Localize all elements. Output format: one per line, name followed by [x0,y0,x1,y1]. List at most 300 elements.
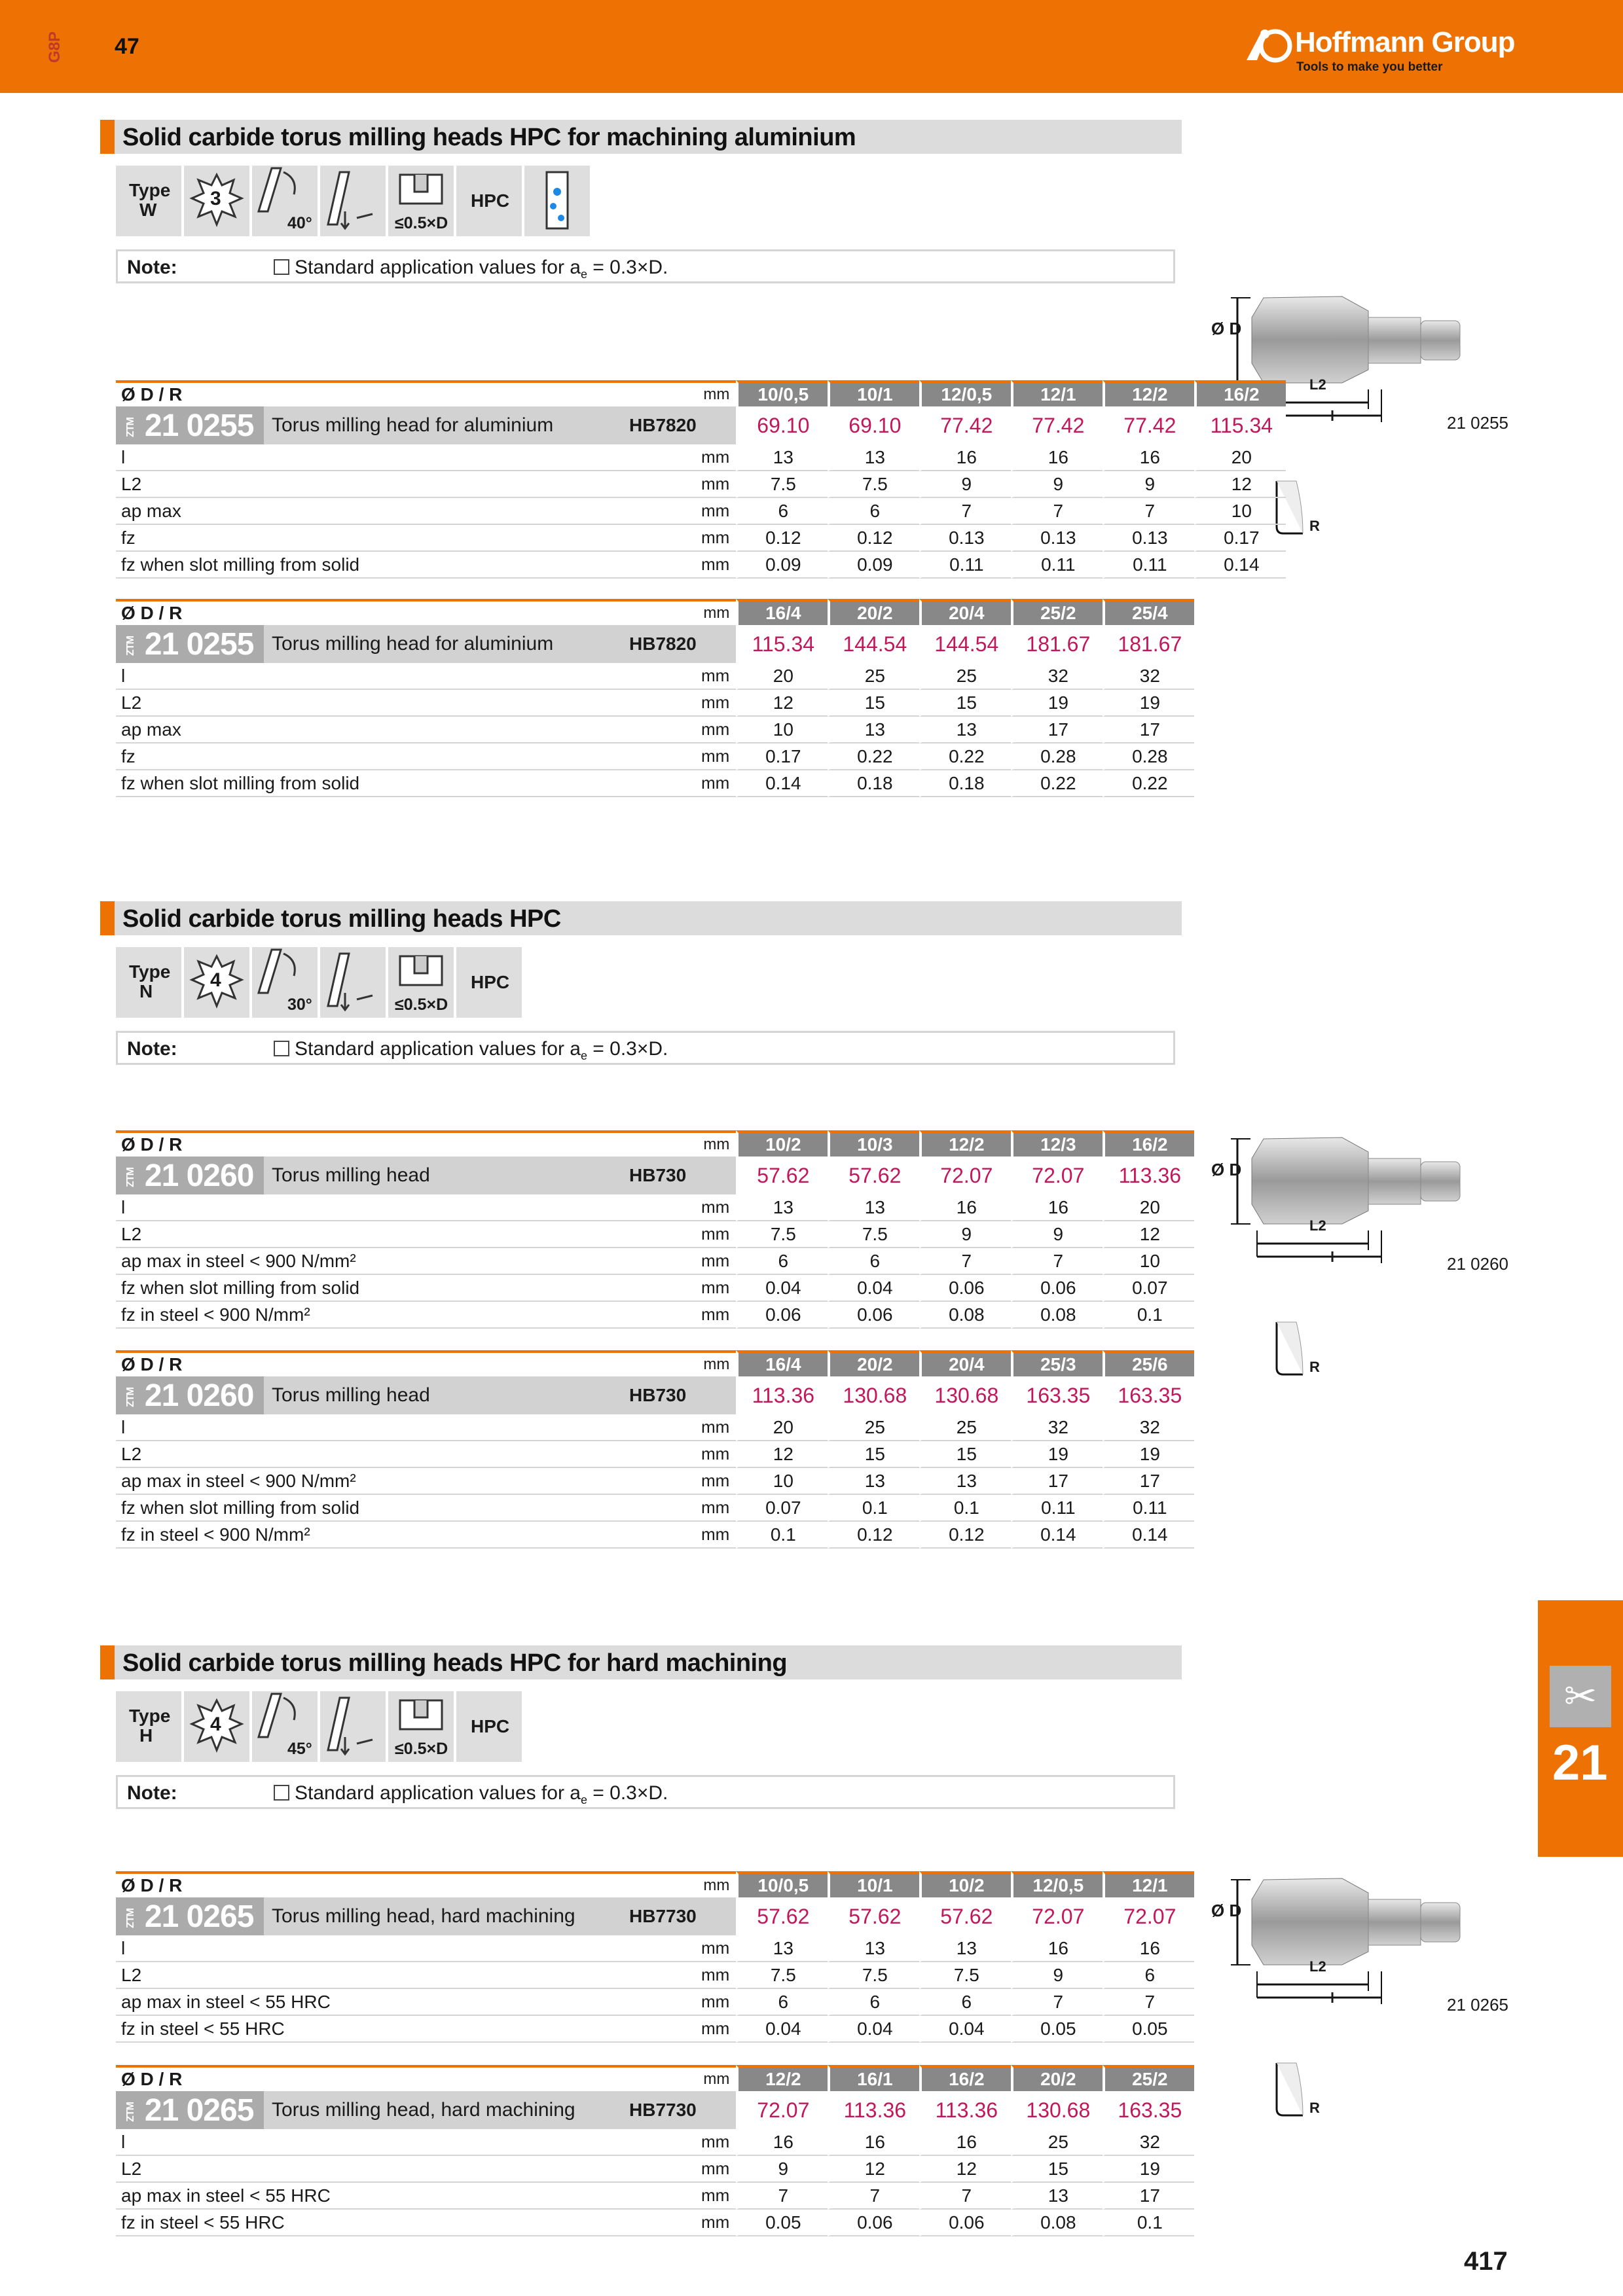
note-text: Standard application values for $a_e = 0.3\times D$. [295,257,668,281]
spec-table [116,380,1286,579]
note-label: Note: [127,1782,177,1804]
value-cell: 7.5 [828,471,919,498]
row-label: fz in steel < 55 HRC [116,2016,701,2043]
milling-insert-icon: ✂ [1550,1666,1611,1727]
row-unit: mm [701,2210,736,2236]
l-label: l [1330,1990,1335,2006]
hpc-label: HPC [471,190,510,211]
value-cell: 19 [1103,1441,1194,1468]
unit: mm [701,1130,736,1157]
size-cell: 10/0,5 [736,1871,828,1897]
value-cell: 6 [1103,1962,1194,1989]
type-label: Type [129,180,171,200]
spec-row [116,1989,1194,2016]
value-cell: 7.5 [828,1221,919,1248]
row-label: ap max in steel < 900 N/mm² [116,1468,701,1495]
diameter-label: Ø D [1211,1160,1242,1179]
article-number: ZTM 21 0265 [116,2091,264,2129]
size-cell: 25/2 [1011,599,1103,625]
size-cell: 12/1 [1011,380,1103,406]
value-cell: 0.05 [736,2210,828,2236]
value-cell: 6 [828,498,919,525]
row-unit: mm [701,1441,736,1468]
cut-depth: ≤0.5×D [395,996,448,1014]
row-unit: mm [701,1221,736,1248]
cut-depth-icon [388,947,454,1018]
price-cell: 77.42 [1103,406,1194,444]
row-label: fz when slot milling from solid [116,552,701,579]
value-cell: 0.13 [919,525,1011,552]
spec-row [116,770,1194,797]
value-cell: 0.12 [828,1522,919,1549]
value-cell: 25 [1011,2129,1103,2156]
price-cell: 57.62 [736,1897,828,1935]
coating-code: HB7820 [623,406,701,444]
row-unit: mm [701,525,736,552]
size-cell: 12/2 [736,2065,828,2091]
row-label: L2 [116,690,701,717]
value-cell: 10 [736,717,828,744]
price-cell: 57.62 [828,1157,919,1194]
value-cell: 6 [828,1248,919,1275]
drawing-article-number: 21 0260 [1447,1254,1508,1274]
coolant-icon [524,166,590,236]
value-cell: 0.17 [1194,525,1286,552]
spec-row [116,744,1194,770]
spec-table [116,1130,1194,1329]
value-cell: 0.11 [1103,552,1194,579]
row-unit: mm [701,1194,736,1221]
value-cell: 9 [1103,471,1194,498]
type-label: Type [129,1706,171,1726]
value-cell: 0.06 [1011,1275,1103,1302]
size-cell: 10/1 [828,380,919,406]
title-accent [100,1645,115,1679]
value-cell: 0.22 [1103,770,1194,797]
price-cell: 163.35 [1103,2091,1194,2129]
note-label: Note: [127,1038,177,1060]
value-cell: 17 [1011,717,1103,744]
article-description: Torus milling head for aluminium [264,406,623,444]
row-label: fz when slot milling from solid [116,1275,701,1302]
coating-code: HB730 [623,1376,701,1414]
price-cell: 72.07 [736,2091,828,2129]
price-cell: 115.34 [736,625,828,663]
size-cell: 20/4 [919,1350,1011,1376]
row-label: L2 [116,2156,701,2183]
row-unit: mm [701,498,736,525]
row-unit: mm [701,2183,736,2210]
value-cell: 10 [1194,498,1286,525]
value-cell: 9 [736,2156,828,2183]
product-section [100,1645,1182,1806]
spec-row [116,471,1286,498]
value-cell: 25 [828,663,919,690]
hpc-box [456,1691,522,1762]
row-label: ap max [116,498,701,525]
value-cell: 16 [919,1194,1011,1221]
coating-code: HB7820 [623,625,701,663]
hpc-label: HPC [471,1716,510,1736]
value-cell: 0.09 [828,552,919,579]
price-cell: 72.07 [1011,1897,1103,1935]
value-cell: 20 [1103,1194,1194,1221]
row-label: ap max [116,717,701,744]
value-cell: 16 [1103,444,1194,471]
type-letter: W [139,200,157,220]
section-title-bar [100,901,1182,935]
value-cell: 0.17 [736,744,828,770]
value-cell: 15 [919,690,1011,717]
row-unit: mm [701,471,736,498]
price-cell: 72.07 [919,1157,1011,1194]
row-label: L2 [116,1962,701,1989]
value-cell: 0.13 [1103,525,1194,552]
row-label: l [116,1414,701,1441]
spec-row [116,2183,1194,2210]
article-number: ZTM 21 0260 [116,1376,264,1414]
value-cell: 32 [1103,2129,1194,2156]
axial-feed-icon [320,947,386,1018]
row-label: fz when slot milling from solid [116,770,701,797]
size-cell: 20/2 [828,599,919,625]
row-label: fz [116,744,701,770]
value-cell: 7 [736,2183,828,2210]
hoffmann-logo-icon [1244,26,1296,65]
section-title: Solid carbide torus milling heads HPC for machining aluminium [122,124,856,151]
value-cell: 10 [1103,1248,1194,1275]
value-cell: 0.05 [1103,2016,1194,2043]
spec-row [116,690,1194,717]
size-header-row [116,599,1194,625]
axial-feed-icon [320,1691,386,1762]
value-cell: 7 [1011,1989,1103,2016]
size-cell: 25/6 [1103,1350,1194,1376]
spec-row [116,1962,1194,1989]
brand-name: Hoffmann Group [1295,26,1515,58]
value-cell: 17 [1103,1468,1194,1495]
value-cell: 13 [828,1194,919,1221]
section-title: Solid carbide torus milling heads HPC [122,905,561,933]
size-cell: 20/2 [828,1350,919,1376]
row-unit: mm [701,552,736,579]
article-description: Torus milling head, hard machining [264,2091,623,2129]
size-cell: 16/2 [1194,380,1286,406]
L2-label: L2 [1309,1217,1326,1234]
value-cell: 10 [736,1468,828,1495]
coating-code: HB7730 [623,2091,701,2129]
info-icon [274,1041,289,1056]
price-cell: 130.68 [828,1376,919,1414]
spec-row [116,1495,1194,1522]
price-cell: 77.42 [1011,406,1103,444]
value-cell: 15 [1011,2156,1103,2183]
value-cell: 13 [736,444,828,471]
spec-row [116,1221,1194,1248]
spec-row [116,1414,1194,1441]
row-label: fz [116,525,701,552]
size-header-row [116,380,1286,406]
tool-drawing [1211,1867,1525,2128]
value-cell: 7 [1011,1248,1103,1275]
size-cell: 10/3 [828,1130,919,1157]
price-cell: 69.10 [828,406,919,444]
value-cell: 9 [919,1221,1011,1248]
size-cell: 16/1 [828,2065,919,2091]
price-cell: 113.36 [736,1376,828,1414]
row-unit: mm [701,1989,736,2016]
size-header-row [116,1130,1194,1157]
value-cell: 0.06 [736,1302,828,1329]
size-cell: 16/4 [736,599,828,625]
price-cell: 144.54 [919,625,1011,663]
price-cell: 144.54 [828,625,919,663]
article-number: ZTM 21 0255 [116,406,264,444]
type-box [116,947,181,1018]
value-cell: 0.11 [1011,552,1103,579]
value-cell: 7 [828,2183,919,2210]
coating-code: HB730 [623,1157,701,1194]
diameter-radius-label: Ø D / R [116,1130,701,1157]
value-cell: 20 [1194,444,1286,471]
price-cell: 72.07 [1103,1897,1194,1935]
row-unit: mm [701,663,736,690]
note-text: Standard application values for $a_e = 0.3\times D$. [295,1038,668,1062]
spec-table [116,599,1194,797]
spec-row [116,1302,1194,1329]
size-cell: 12/2 [919,1130,1011,1157]
value-cell: 13 [736,1194,828,1221]
value-cell: 7 [1103,498,1194,525]
value-cell: 13 [919,1468,1011,1495]
section-title: Solid carbide torus milling heads HPC for hard machining [122,1649,788,1677]
size-header-row [116,2065,1194,2091]
value-cell: 0.06 [828,1302,919,1329]
helix-angle: 45° [287,1740,312,1758]
value-cell: 0.12 [736,525,828,552]
value-cell: 7 [919,498,1011,525]
price-cell: 57.62 [919,1897,1011,1935]
price-cell: 113.36 [1103,1157,1194,1194]
value-cell: 16 [736,2129,828,2156]
drawing-article-number: 21 0255 [1447,413,1508,433]
size-cell: 25/2 [1103,2065,1194,2091]
value-cell: 0.08 [1011,2210,1103,2236]
helix-angle: 40° [287,214,312,232]
value-cell: 9 [1011,1962,1103,1989]
size-cell: 10/2 [736,1130,828,1157]
value-cell: 32 [1011,1414,1103,1441]
value-cell: 7 [919,1248,1011,1275]
value-cell: 0.04 [828,2016,919,2043]
value-cell: 7 [1011,498,1103,525]
row-label: L2 [116,471,701,498]
price-cell: 57.62 [736,1157,828,1194]
flutes-icon [184,166,249,236]
spec-row [116,1194,1194,1221]
row-unit: mm [701,717,736,744]
value-cell: 0.09 [736,552,828,579]
size-header-row [116,1350,1194,1376]
value-cell: 13 [828,1468,919,1495]
row-unit: mm [701,1468,736,1495]
value-cell: 16 [1011,444,1103,471]
size-cell: 12/2 [1103,380,1194,406]
article-number: ZTM 21 0255 [116,625,264,663]
chapter-number: 21 [1552,1735,1608,1791]
size-cell: 20/4 [919,599,1011,625]
value-cell: 16 [1011,1194,1103,1221]
value-cell: 0.13 [1011,525,1103,552]
value-cell: 7 [1103,1989,1194,2016]
title-accent [100,901,115,935]
value-cell: 19 [1011,1441,1103,1468]
drawing-article-number: 21 0265 [1447,1995,1508,2015]
size-cell: 25/4 [1103,599,1194,625]
value-cell: 19 [1011,690,1103,717]
size-cell: 16/2 [1103,1130,1194,1157]
article-row [116,406,1286,444]
type-label: Type [129,961,171,982]
flutes-icon [184,1691,249,1762]
article-row [116,625,1194,663]
value-cell: 0.12 [828,525,919,552]
value-cell: 0.1 [1103,2210,1194,2236]
hoffmann-logo [1244,20,1545,79]
value-cell: 13 [736,1935,828,1962]
value-cell: 25 [919,663,1011,690]
price-cell: 57.62 [828,1897,919,1935]
value-cell: 15 [919,1441,1011,1468]
unit: mm [701,2065,736,2091]
spec-row [116,1441,1194,1468]
size-cell: 20/2 [1011,2065,1103,2091]
unit: mm [701,599,736,625]
value-cell: 0.11 [919,552,1011,579]
value-cell: 0.07 [736,1495,828,1522]
price-cell: 77.42 [919,406,1011,444]
brand-tagline: Tools to make you better [1296,60,1443,74]
value-cell: 20 [736,1414,828,1441]
size-header-row [116,1871,1194,1897]
value-cell: 15 [828,690,919,717]
type-box [116,1691,181,1762]
helix-angle-icon [252,947,318,1018]
row-unit: mm [701,1302,736,1329]
spec-row [116,1522,1194,1549]
note-box [116,249,1175,283]
tool-drawing [1211,1126,1525,1388]
price-cell: 72.07 [1011,1157,1103,1194]
article-number: ZTM 21 0260 [116,1157,264,1194]
value-cell: 12 [736,1441,828,1468]
value-cell: 13 [919,1935,1011,1962]
radius-label: R [1309,518,1320,534]
row-label: ap max in steel < 900 N/mm² [116,1248,701,1275]
note-label: Note: [127,257,177,278]
row-unit: mm [701,444,736,471]
row-label: fz in steel < 900 N/mm² [116,1522,701,1549]
diameter-label: Ø D [1211,1901,1242,1920]
cut-depth-icon [388,1691,454,1762]
value-cell: 12 [919,2156,1011,2183]
price-cell: 163.35 [1011,1376,1103,1414]
value-cell: 0.12 [919,1522,1011,1549]
diameter-radius-label: Ø D / R [116,1871,701,1897]
article-description: Torus milling head for aluminium [264,625,623,663]
spec-row [116,2156,1194,2183]
value-cell: 0.18 [919,770,1011,797]
row-unit: mm [701,2016,736,2043]
spec-row [116,1935,1194,1962]
spec-row [116,2016,1194,2043]
size-cell: 12/1 [1103,1871,1194,1897]
value-cell: 7.5 [736,471,828,498]
diameter-radius-label: Ø D / R [116,1350,701,1376]
price-cell: 181.67 [1103,625,1194,663]
row-label: ap max in steel < 55 HRC [116,2183,701,2210]
spec-row [116,444,1286,471]
size-cell: 10/2 [919,1871,1011,1897]
price-cell: 181.67 [1011,625,1103,663]
unit: mm [701,1871,736,1897]
row-label: fz in steel < 900 N/mm² [116,1302,701,1329]
cut-depth: ≤0.5×D [395,1740,448,1758]
flutes-icon [184,947,249,1018]
row-label: l [116,444,701,471]
note-box [116,1031,1175,1065]
size-cell: 16/2 [919,2065,1011,2091]
value-cell: 25 [919,1414,1011,1441]
footer-page-number: 417 [1464,2247,1508,2276]
value-cell: 0.14 [736,770,828,797]
price-cell: 163.35 [1103,1376,1194,1414]
value-cell: 0.11 [1011,1495,1103,1522]
article-row [116,1157,1194,1194]
value-cell: 19 [1103,690,1194,717]
spec-row [116,663,1194,690]
price-cell: 69.10 [736,406,828,444]
info-icon [274,1785,289,1801]
row-unit: mm [701,744,736,770]
chapter-tab [1538,1600,1623,1857]
value-cell: 32 [1103,663,1194,690]
value-cell: 0.07 [1103,1275,1194,1302]
radius-label: R [1309,1359,1320,1375]
value-cell: 0.08 [1011,1302,1103,1329]
section-title-bar [100,120,1182,154]
header-page-number: 47 [115,34,139,59]
hpc-label: HPC [471,972,510,992]
row-label: L2 [116,1441,701,1468]
value-cell: 17 [1103,717,1194,744]
row-unit: mm [701,770,736,797]
L2-label: L2 [1309,1958,1326,1975]
type-box [116,166,181,236]
row-label: ap max in steel < 55 HRC [116,1989,701,2016]
row-unit: mm [701,1414,736,1441]
price-cell: 113.36 [828,2091,919,2129]
value-cell: 32 [1011,663,1103,690]
value-cell: 12 [736,690,828,717]
value-cell: 0.28 [1011,744,1103,770]
article-row [116,1897,1194,1935]
row-unit: mm [701,2156,736,2183]
row-label: l [116,1194,701,1221]
value-cell: 6 [919,1989,1011,2016]
value-cell: 16 [828,2129,919,2156]
value-cell: 17 [1011,1468,1103,1495]
